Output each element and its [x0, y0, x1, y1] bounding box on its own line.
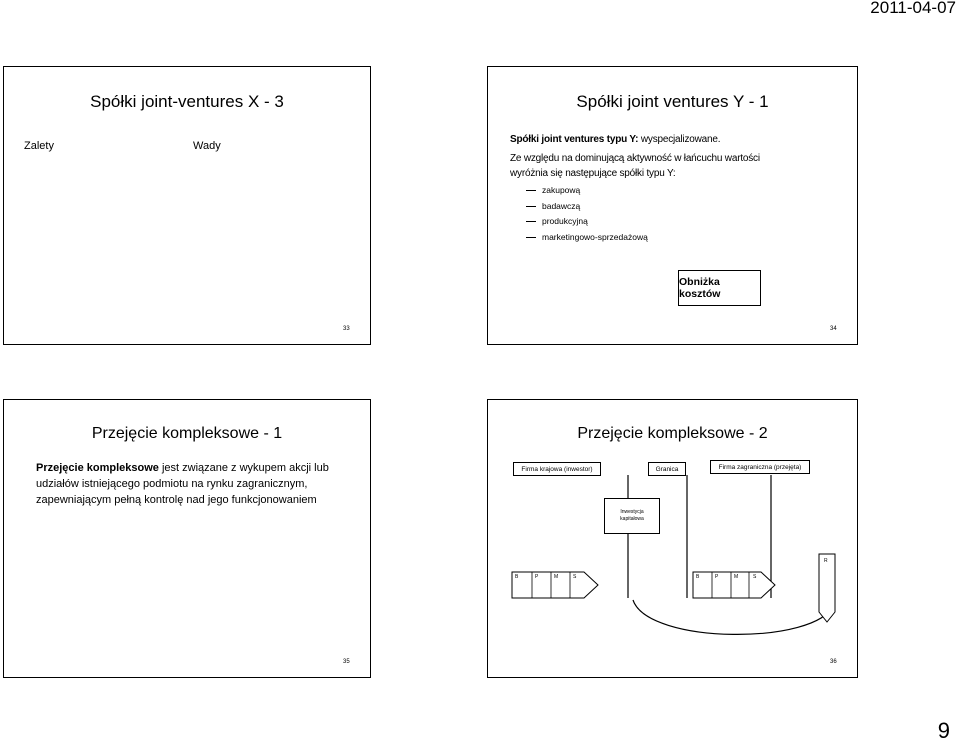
slide-number: 33: [343, 326, 350, 332]
body-line-1: [36, 460, 329, 476]
dash-icon: [526, 221, 536, 222]
page-number: 9: [937, 718, 950, 743]
slide-title: Przejęcie kompleksowe - 1: [91, 425, 283, 442]
capital-investment-box: Inwestycja kapitałowa: [604, 498, 660, 534]
slide-33: [3, 66, 371, 345]
text-rest: jest związane z wykupem akcji lub: [158, 462, 329, 474]
cost-reduction-box: [678, 270, 761, 306]
dash-icon: [526, 237, 536, 238]
dash-icon: [526, 206, 536, 207]
chain-label: P: [715, 574, 719, 580]
body-line-3: zapewniającym pełną kontrolę nad jego funkcjonowaniem: [36, 494, 317, 506]
r-column-arrow: [819, 554, 835, 622]
slide-title: Spółki joint ventures Y - 1: [576, 92, 769, 111]
list-item: marketingowo-sprzedażową: [526, 230, 648, 246]
body-line-2: udziałów istniejącego podmiotu na rynku zagranicznym,: [36, 478, 308, 490]
text-line-3: wyróżnia się następujące spółki typu Y:: [510, 168, 676, 179]
slide-number: 34: [830, 326, 837, 332]
slide-36: [487, 399, 858, 678]
slide-35: [3, 399, 371, 678]
dash-icon: [526, 190, 536, 191]
column-label-wady: Wady: [193, 140, 221, 152]
text-bold: Przejęcie kompleksowe: [36, 462, 159, 474]
header-date: 2011-04-07: [870, 0, 956, 17]
chain-label: B: [515, 574, 519, 580]
r-label: R: [824, 558, 828, 564]
foreign-firm-box: Firma zagraniczna (przejęta): [710, 460, 810, 474]
slide-34: [487, 66, 858, 345]
acquisition-diagram: [488, 400, 857, 677]
chain-label: S: [753, 574, 757, 580]
chain-label: P: [535, 574, 539, 580]
text-line-2: Ze względu na dominującą aktywność w łańcuchu wartości: [510, 153, 760, 164]
box-label: Obniżka kosztów: [679, 276, 721, 300]
list-item: produkcyjną: [526, 214, 648, 230]
chain-label: S: [573, 574, 577, 580]
list: [526, 183, 648, 245]
text-rest: wyspecjalizowane.: [638, 134, 721, 145]
slide-number: 35: [343, 659, 350, 665]
domestic-firm-box: Firma krajowa (inwestor): [513, 462, 601, 476]
chain-label: M: [734, 574, 739, 580]
border-box: Granica: [648, 462, 686, 476]
slide-number: 36: [830, 659, 837, 665]
slide-title: Spółki joint-ventures X - 3: [90, 92, 284, 111]
text-line-1: [510, 134, 720, 145]
list-item: badawczą: [526, 199, 648, 215]
column-label-zalety: Zalety: [24, 140, 54, 152]
text-bold: Spółki joint ventures typu Y:: [510, 134, 639, 145]
body-text: [36, 460, 329, 508]
chain-label: M: [554, 574, 559, 580]
chain-label: B: [696, 574, 700, 580]
connector-curve: [633, 600, 833, 634]
slide-title: Przejęcie kompleksowe - 2: [577, 425, 768, 442]
list-item: zakupową: [526, 183, 648, 199]
